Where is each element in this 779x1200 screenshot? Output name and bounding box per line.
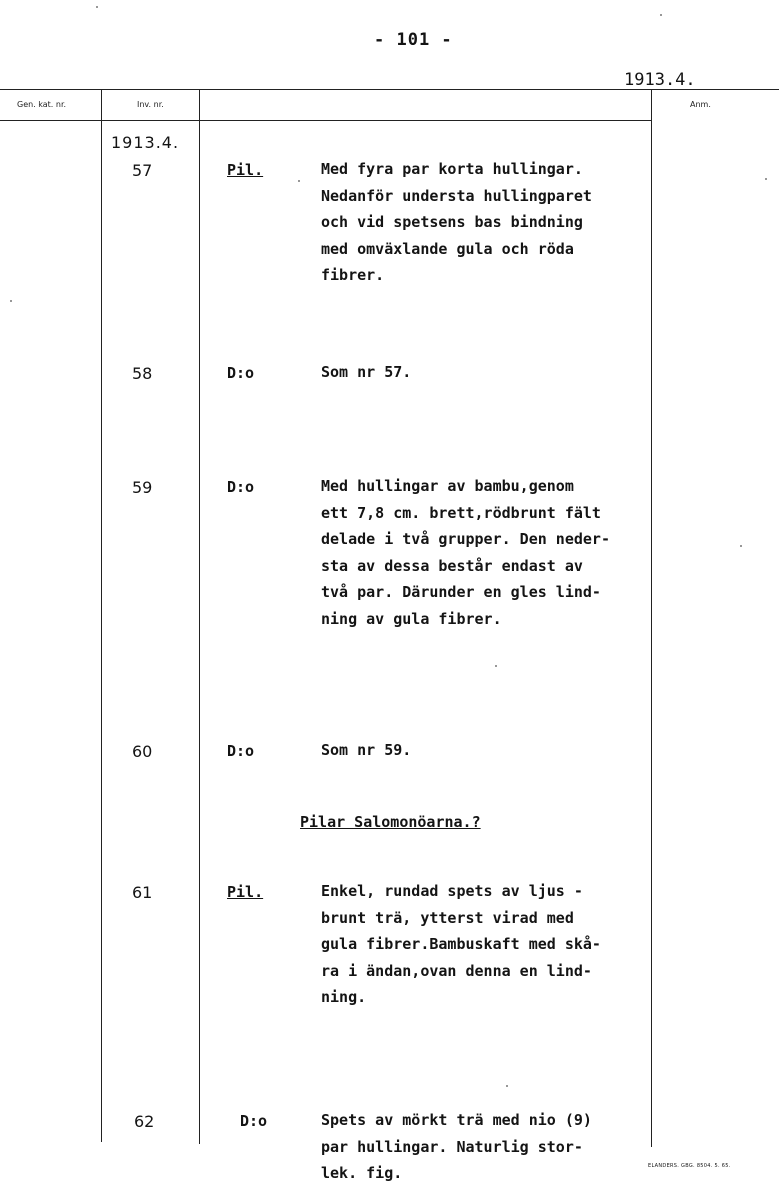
column-header-gen-kat-nr: Gen. kat. nr. <box>17 100 67 109</box>
entry-description <box>321 473 610 632</box>
scan-speck <box>10 300 12 302</box>
description-line: brunt trä, ytterst virad med <box>321 908 574 927</box>
description-line: ra i ändan,ovan denna en lind- <box>321 961 592 980</box>
column-header-inv-nr: Inv. nr. <box>137 100 164 109</box>
description-line: ning. <box>321 988 367 1006</box>
entry-description <box>321 878 601 1011</box>
entry-type: Pil. <box>227 161 264 179</box>
entry-number: 62 <box>134 1112 155 1131</box>
column-divider-anm <box>651 89 652 1147</box>
description-line: sta av dessa består endast av <box>321 556 583 575</box>
section-heading: Pilar Salomonöarna.? <box>300 813 481 831</box>
entry-description <box>321 737 411 764</box>
scan-speck <box>506 1085 508 1087</box>
entry-type: D:o <box>227 742 255 760</box>
description-line: ett 7,8 cm. brett,rödbrunt fält <box>321 503 601 522</box>
column-divider-gen <box>101 89 102 1142</box>
scan-speck <box>298 180 300 182</box>
description-line: Med hullingar av bambu,genom <box>321 477 574 495</box>
scan-speck <box>495 665 497 667</box>
description-line: med omväxlande gula och röda <box>321 239 574 258</box>
entry-description <box>321 359 411 386</box>
description-line: fibrer. <box>321 266 385 284</box>
header-bottom-rule <box>0 120 651 121</box>
entry-description <box>321 156 592 289</box>
scan-speck <box>765 178 767 180</box>
scan-speck <box>96 6 98 8</box>
page-number: - 101 - <box>374 30 453 50</box>
description-line: lek. fig. <box>321 1164 403 1182</box>
scan-speck <box>660 14 662 16</box>
description-line: Nedanför understa hullingparet <box>321 186 592 205</box>
entry-type: Pil. <box>227 883 264 901</box>
column-header-anm: Anm. <box>690 100 711 109</box>
description-line: gula fibrer.Bambuskaft med skå- <box>321 935 601 953</box>
description-line: Enkel, rundad spets av ljus - <box>321 882 583 900</box>
description-line: delade i två grupper. Den neder- <box>321 530 610 548</box>
column-divider-inv <box>199 89 200 1144</box>
entry-number: 58 <box>132 364 153 383</box>
entry-type: D:o <box>227 364 255 382</box>
printer-imprint: ELANDERS. GBG. 8504. 5. 65. <box>648 1163 731 1169</box>
description-line: Spets av mörkt trä med nio (9) <box>321 1111 592 1129</box>
description-line: Som nr 57. <box>321 363 412 381</box>
entry-type: D:o <box>227 478 255 496</box>
description-line: Med fyra par korta hullingar. <box>321 160 583 178</box>
inventory-group-label: 1913.4. <box>111 133 180 152</box>
description-line: ning av gula fibrer. <box>321 609 502 628</box>
entry-number: 57 <box>132 161 153 180</box>
scan-speck <box>740 545 742 547</box>
entry-type: D:o <box>240 1112 268 1130</box>
entry-number: 59 <box>132 478 153 497</box>
entry-number: 61 <box>132 883 153 902</box>
entry-description <box>321 1107 592 1187</box>
description-line: Som nr 59. <box>321 741 412 759</box>
description-line: par hullingar. Naturlig stor- <box>321 1137 583 1156</box>
header-date: 1913.4. <box>624 70 696 90</box>
description-line: och vid spetsens bas bindning <box>321 213 583 231</box>
description-line: två par. Därunder en gles lind- <box>321 583 601 601</box>
table-top-rule <box>0 89 779 90</box>
entry-number: 60 <box>132 742 153 761</box>
